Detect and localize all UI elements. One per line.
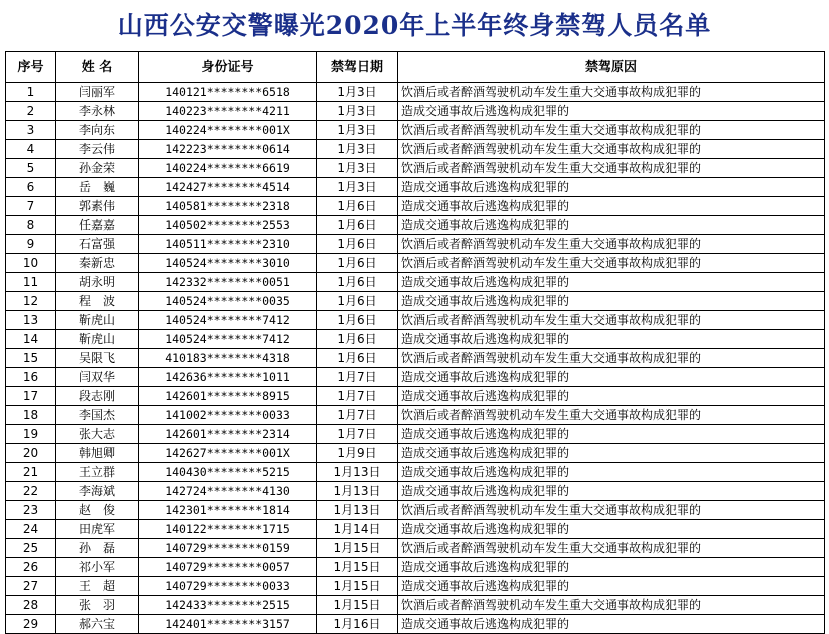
row-id-number: 142401********3157 <box>139 615 317 634</box>
table-row <box>6 596 825 615</box>
row-name: 郝六宝 <box>56 615 139 634</box>
row-ban-date: 1月7日 <box>317 368 398 387</box>
row-ban-reason: 造成交通事故后逃逸构成犯罪的 <box>398 216 825 235</box>
row-ban-reason: 造成交通事故后逃逸构成犯罪的 <box>398 102 825 121</box>
table-row <box>6 558 825 577</box>
row-name: 段志刚 <box>56 387 139 406</box>
row-id-number: 142332********0051 <box>139 273 317 292</box>
row-name: 孙金荣 <box>56 159 139 178</box>
row-name: 张 羽 <box>56 596 139 615</box>
row-id-number: 141002********0033 <box>139 406 317 425</box>
row-index: 1 <box>6 83 56 102</box>
table-row <box>6 311 825 330</box>
row-index: 4 <box>6 140 56 159</box>
row-ban-reason: 造成交通事故后逃逸构成犯罪的 <box>398 273 825 292</box>
row-id-number: 142627********001X <box>139 444 317 463</box>
row-name: 靳虎山 <box>56 311 139 330</box>
row-id-number: 140224********6619 <box>139 159 317 178</box>
row-ban-reason: 饮酒后或者醉酒驾驶机动车发生重大交通事故构成犯罪的 <box>398 254 825 273</box>
row-name: 秦新忠 <box>56 254 139 273</box>
table-row <box>6 368 825 387</box>
table-row <box>6 349 825 368</box>
table-row <box>6 482 825 501</box>
row-ban-date: 1月3日 <box>317 121 398 140</box>
row-ban-date: 1月15日 <box>317 596 398 615</box>
row-name: 李向东 <box>56 121 139 140</box>
table-row <box>6 539 825 558</box>
row-ban-reason: 饮酒后或者醉酒驾驶机动车发生重大交通事故构成犯罪的 <box>398 140 825 159</box>
row-ban-reason: 造成交通事故后逃逸构成犯罪的 <box>398 463 825 482</box>
table-row <box>6 273 825 292</box>
row-id-number: 140729********0057 <box>139 558 317 577</box>
row-index: 28 <box>6 596 56 615</box>
row-id-number: 140122********1715 <box>139 520 317 539</box>
row-ban-date: 1月15日 <box>317 558 398 577</box>
row-index: 22 <box>6 482 56 501</box>
table-row <box>6 254 825 273</box>
row-id-number: 142427********4514 <box>139 178 317 197</box>
table-row <box>6 197 825 216</box>
row-id-number: 140524********7412 <box>139 330 317 349</box>
row-id-number: 140524********3010 <box>139 254 317 273</box>
row-ban-date: 1月16日 <box>317 615 398 634</box>
row-ban-date: 1月7日 <box>317 387 398 406</box>
row-name: 吴限飞 <box>56 349 139 368</box>
row-ban-date: 1月6日 <box>317 273 398 292</box>
table-row <box>6 577 825 596</box>
row-name: 赵 俊 <box>56 501 139 520</box>
row-name: 李国杰 <box>56 406 139 425</box>
row-index: 7 <box>6 197 56 216</box>
row-index: 15 <box>6 349 56 368</box>
row-ban-date: 1月13日 <box>317 501 398 520</box>
row-ban-date: 1月13日 <box>317 463 398 482</box>
header-index: 序号 <box>6 52 56 83</box>
row-index: 25 <box>6 539 56 558</box>
row-ban-reason: 饮酒后或者醉酒驾驶机动车发生重大交通事故构成犯罪的 <box>398 539 825 558</box>
row-ban-reason: 造成交通事故后逃逸构成犯罪的 <box>398 197 825 216</box>
row-id-number: 142223********0614 <box>139 140 317 159</box>
row-id-number: 140121********6518 <box>139 83 317 102</box>
row-name: 岳 巍 <box>56 178 139 197</box>
row-ban-reason: 饮酒后或者醉酒驾驶机动车发生重大交通事故构成犯罪的 <box>398 159 825 178</box>
row-index: 6 <box>6 178 56 197</box>
row-index: 2 <box>6 102 56 121</box>
row-ban-date: 1月13日 <box>317 482 398 501</box>
table-row <box>6 406 825 425</box>
row-name: 石富强 <box>56 235 139 254</box>
row-name: 靳虎山 <box>56 330 139 349</box>
row-name: 胡永明 <box>56 273 139 292</box>
row-ban-reason: 饮酒后或者醉酒驾驶机动车发生重大交通事故构成犯罪的 <box>398 235 825 254</box>
table-row <box>6 615 825 634</box>
row-index: 9 <box>6 235 56 254</box>
row-ban-reason: 饮酒后或者醉酒驾驶机动车发生重大交通事故构成犯罪的 <box>398 596 825 615</box>
row-id-number: 140729********0033 <box>139 577 317 596</box>
table-row <box>6 292 825 311</box>
row-ban-date: 1月6日 <box>317 330 398 349</box>
row-ban-date: 1月3日 <box>317 178 398 197</box>
row-ban-reason: 饮酒后或者醉酒驾驶机动车发生重大交通事故构成犯罪的 <box>398 83 825 102</box>
table-row <box>6 501 825 520</box>
table-row <box>6 159 825 178</box>
row-index: 16 <box>6 368 56 387</box>
row-ban-reason: 造成交通事故后逃逸构成犯罪的 <box>398 444 825 463</box>
row-id-number: 142433********2515 <box>139 596 317 615</box>
row-ban-reason: 饮酒后或者醉酒驾驶机动车发生重大交通事故构成犯罪的 <box>398 501 825 520</box>
row-index: 13 <box>6 311 56 330</box>
row-index: 19 <box>6 425 56 444</box>
row-index: 21 <box>6 463 56 482</box>
row-index: 5 <box>6 159 56 178</box>
row-index: 17 <box>6 387 56 406</box>
row-name: 程 波 <box>56 292 139 311</box>
row-id-number: 140581********2318 <box>139 197 317 216</box>
row-ban-date: 1月3日 <box>317 159 398 178</box>
row-id-number: 142636********1011 <box>139 368 317 387</box>
row-name: 祁小军 <box>56 558 139 577</box>
row-name: 韩旭卿 <box>56 444 139 463</box>
header-ban-reason: 禁驾原因 <box>398 52 825 83</box>
row-id-number: 142724********4130 <box>139 482 317 501</box>
row-name: 李海斌 <box>56 482 139 501</box>
row-index: 18 <box>6 406 56 425</box>
row-name: 闫丽军 <box>56 83 139 102</box>
table-row <box>6 83 825 102</box>
row-name: 闫双华 <box>56 368 139 387</box>
row-index: 29 <box>6 615 56 634</box>
row-name: 李永林 <box>56 102 139 121</box>
row-id-number: 140502********2553 <box>139 216 317 235</box>
table-row <box>6 102 825 121</box>
row-index: 8 <box>6 216 56 235</box>
table-row <box>6 444 825 463</box>
row-ban-reason: 饮酒后或者醉酒驾驶机动车发生重大交通事故构成犯罪的 <box>398 406 825 425</box>
row-ban-date: 1月9日 <box>317 444 398 463</box>
row-ban-date: 1月6日 <box>317 254 398 273</box>
row-id-number: 142601********8915 <box>139 387 317 406</box>
row-ban-reason: 造成交通事故后逃逸构成犯罪的 <box>398 577 825 596</box>
row-ban-reason: 造成交通事故后逃逸构成犯罪的 <box>398 425 825 444</box>
header-name: 姓 名 <box>56 52 139 83</box>
row-id-number: 140511********2310 <box>139 235 317 254</box>
row-id-number: 410183********4318 <box>139 349 317 368</box>
table-header-row <box>6 52 825 83</box>
row-ban-reason: 造成交通事故后逃逸构成犯罪的 <box>398 520 825 539</box>
row-ban-date: 1月6日 <box>317 197 398 216</box>
row-name: 王 超 <box>56 577 139 596</box>
row-index: 11 <box>6 273 56 292</box>
banned-drivers-table <box>5 51 825 634</box>
row-index: 10 <box>6 254 56 273</box>
table-row <box>6 178 825 197</box>
row-ban-reason: 造成交通事故后逃逸构成犯罪的 <box>398 615 825 634</box>
row-id-number: 140729********0159 <box>139 539 317 558</box>
header-id-number: 身份证号 <box>139 52 317 83</box>
row-name: 田虎军 <box>56 520 139 539</box>
row-ban-reason: 造成交通事故后逃逸构成犯罪的 <box>398 330 825 349</box>
row-ban-date: 1月6日 <box>317 216 398 235</box>
row-ban-reason: 造成交通事故后逃逸构成犯罪的 <box>398 387 825 406</box>
table-body <box>6 83 825 634</box>
row-ban-date: 1月14日 <box>317 520 398 539</box>
row-ban-reason: 造成交通事故后逃逸构成犯罪的 <box>398 558 825 577</box>
row-index: 27 <box>6 577 56 596</box>
table-row <box>6 520 825 539</box>
row-ban-reason: 饮酒后或者醉酒驾驶机动车发生重大交通事故构成犯罪的 <box>398 121 825 140</box>
table-row <box>6 216 825 235</box>
table-row <box>6 463 825 482</box>
row-ban-reason: 饮酒后或者醉酒驾驶机动车发生重大交通事故构成犯罪的 <box>398 349 825 368</box>
row-ban-date: 1月7日 <box>317 425 398 444</box>
row-index: 3 <box>6 121 56 140</box>
row-index: 23 <box>6 501 56 520</box>
row-name: 李云伟 <box>56 140 139 159</box>
row-ban-reason: 造成交通事故后逃逸构成犯罪的 <box>398 368 825 387</box>
row-index: 24 <box>6 520 56 539</box>
page-title: 山西公安交警曝光2020年上半年终身禁驾人员名单 <box>117 10 712 40</box>
row-id-number: 140223********4211 <box>139 102 317 121</box>
row-id-number: 140224********001X <box>139 121 317 140</box>
row-id-number: 140430********5215 <box>139 463 317 482</box>
table-row <box>6 235 825 254</box>
table-row <box>6 140 825 159</box>
row-index: 26 <box>6 558 56 577</box>
row-ban-date: 1月3日 <box>317 102 398 121</box>
row-index: 12 <box>6 292 56 311</box>
row-name: 郭素伟 <box>56 197 139 216</box>
row-ban-date: 1月6日 <box>317 235 398 254</box>
row-ban-reason: 造成交通事故后逃逸构成犯罪的 <box>398 178 825 197</box>
table-row <box>6 387 825 406</box>
table-row <box>6 330 825 349</box>
row-id-number: 140524********0035 <box>139 292 317 311</box>
row-ban-date: 1月3日 <box>317 140 398 159</box>
row-id-number: 142601********2314 <box>139 425 317 444</box>
row-ban-date: 1月15日 <box>317 539 398 558</box>
row-ban-date: 1月6日 <box>317 349 398 368</box>
table-row <box>6 121 825 140</box>
row-ban-date: 1月6日 <box>317 292 398 311</box>
row-id-number: 142301********1814 <box>139 501 317 520</box>
row-index: 14 <box>6 330 56 349</box>
row-id-number: 140524********7412 <box>139 311 317 330</box>
row-ban-date: 1月7日 <box>317 406 398 425</box>
row-name: 孙 磊 <box>56 539 139 558</box>
row-name: 王立群 <box>56 463 139 482</box>
row-ban-date: 1月3日 <box>317 83 398 102</box>
table-row <box>6 425 825 444</box>
row-name: 张大志 <box>56 425 139 444</box>
row-name: 任嘉嘉 <box>56 216 139 235</box>
row-ban-reason: 造成交通事故后逃逸构成犯罪的 <box>398 482 825 501</box>
row-ban-reason: 饮酒后或者醉酒驾驶机动车发生重大交通事故构成犯罪的 <box>398 311 825 330</box>
row-ban-date: 1月6日 <box>317 311 398 330</box>
row-ban-reason: 造成交通事故后逃逸构成犯罪的 <box>398 292 825 311</box>
row-ban-date: 1月15日 <box>317 577 398 596</box>
header-ban-date: 禁驾日期 <box>317 52 398 83</box>
row-index: 20 <box>6 444 56 463</box>
